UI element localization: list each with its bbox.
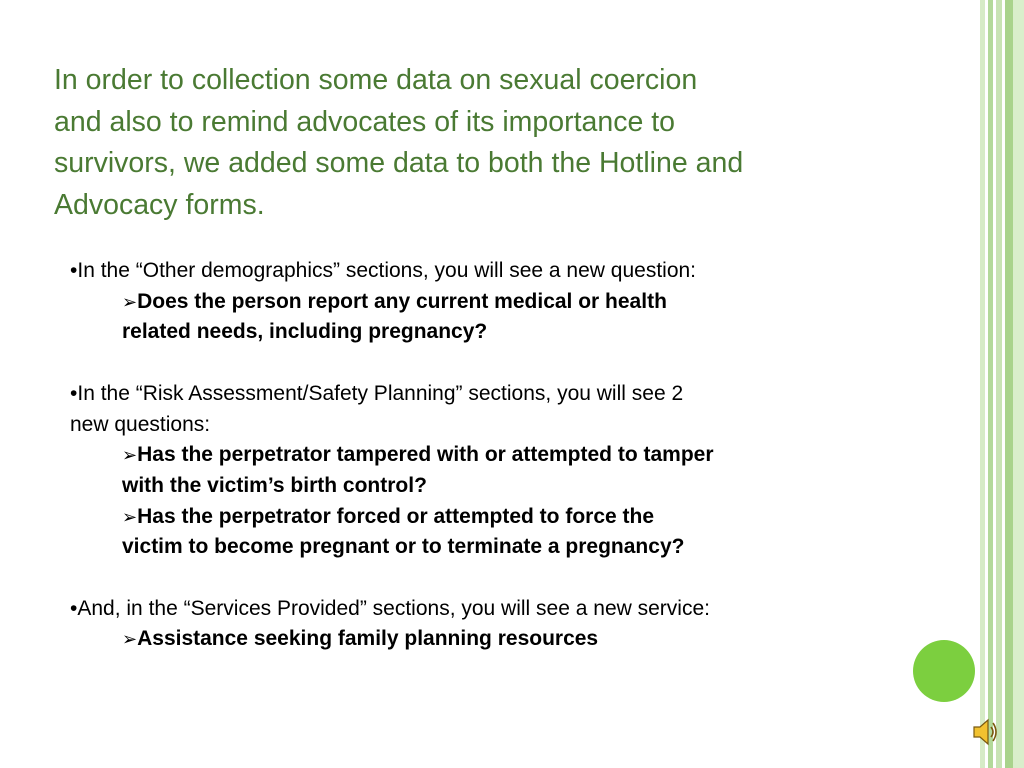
bullet-line <box>70 379 890 410</box>
sub-item-line: related needs, including pregnancy? <box>122 320 488 344</box>
green-circle-decoration <box>913 640 975 702</box>
bullet-icon: • <box>70 259 78 282</box>
arrow-bullet-icon: ➢ <box>122 291 138 312</box>
intro-line: Advocacy forms. <box>54 188 265 221</box>
sub-item-text: Has the perpetrator tampered with or attempted to tamper <box>137 443 714 467</box>
decorative-stripe <box>1005 0 1013 768</box>
sub-item-line <box>70 624 890 655</box>
bullet-text: And, in the “Services Provided” sections, you will see a new service: <box>77 596 710 620</box>
sub-item-line: victim to become pregnant or to terminate a pregnancy? <box>122 535 685 559</box>
bullet-line <box>70 256 890 287</box>
bullet-icon: • <box>70 381 78 405</box>
bullet-line <box>70 594 890 625</box>
sub-item-text: Assistance seeking family planning resources <box>137 627 599 651</box>
decorative-stripe <box>1013 0 1024 768</box>
intro-paragraph <box>54 60 924 226</box>
arrow-bullet-icon: ➢ <box>122 445 138 466</box>
bullet-list <box>70 256 890 655</box>
speaker-icon[interactable] <box>971 716 999 748</box>
bullet-line-continued: new questions: <box>70 412 211 436</box>
bullet-text: In the “Other demographics” sections, you will see a new question: <box>77 259 697 282</box>
sub-item-line: with the victim’s birth control? <box>122 473 427 497</box>
intro-line: and also to remind advocates of its importance to <box>54 105 676 138</box>
sub-item-text: Does the person report any current medical or health <box>137 289 667 313</box>
intro-line: survivors, we added some data to both the Hotline and <box>54 147 744 179</box>
sub-item-text: Has the perpetrator forced or attempted to force the <box>137 504 655 528</box>
arrow-bullet-icon: ➢ <box>122 629 138 650</box>
intro-line: In order to collection some data on sexual coercion <box>54 64 698 96</box>
sub-item-line <box>70 287 890 318</box>
sub-item-line <box>70 502 890 533</box>
arrow-bullet-icon: ➢ <box>122 506 138 527</box>
bullet-icon: • <box>70 596 78 620</box>
bullet-text: In the “Risk Assessment/Safety Planning” sections, you will see 2 <box>77 381 684 405</box>
sub-item-line <box>70 440 890 471</box>
